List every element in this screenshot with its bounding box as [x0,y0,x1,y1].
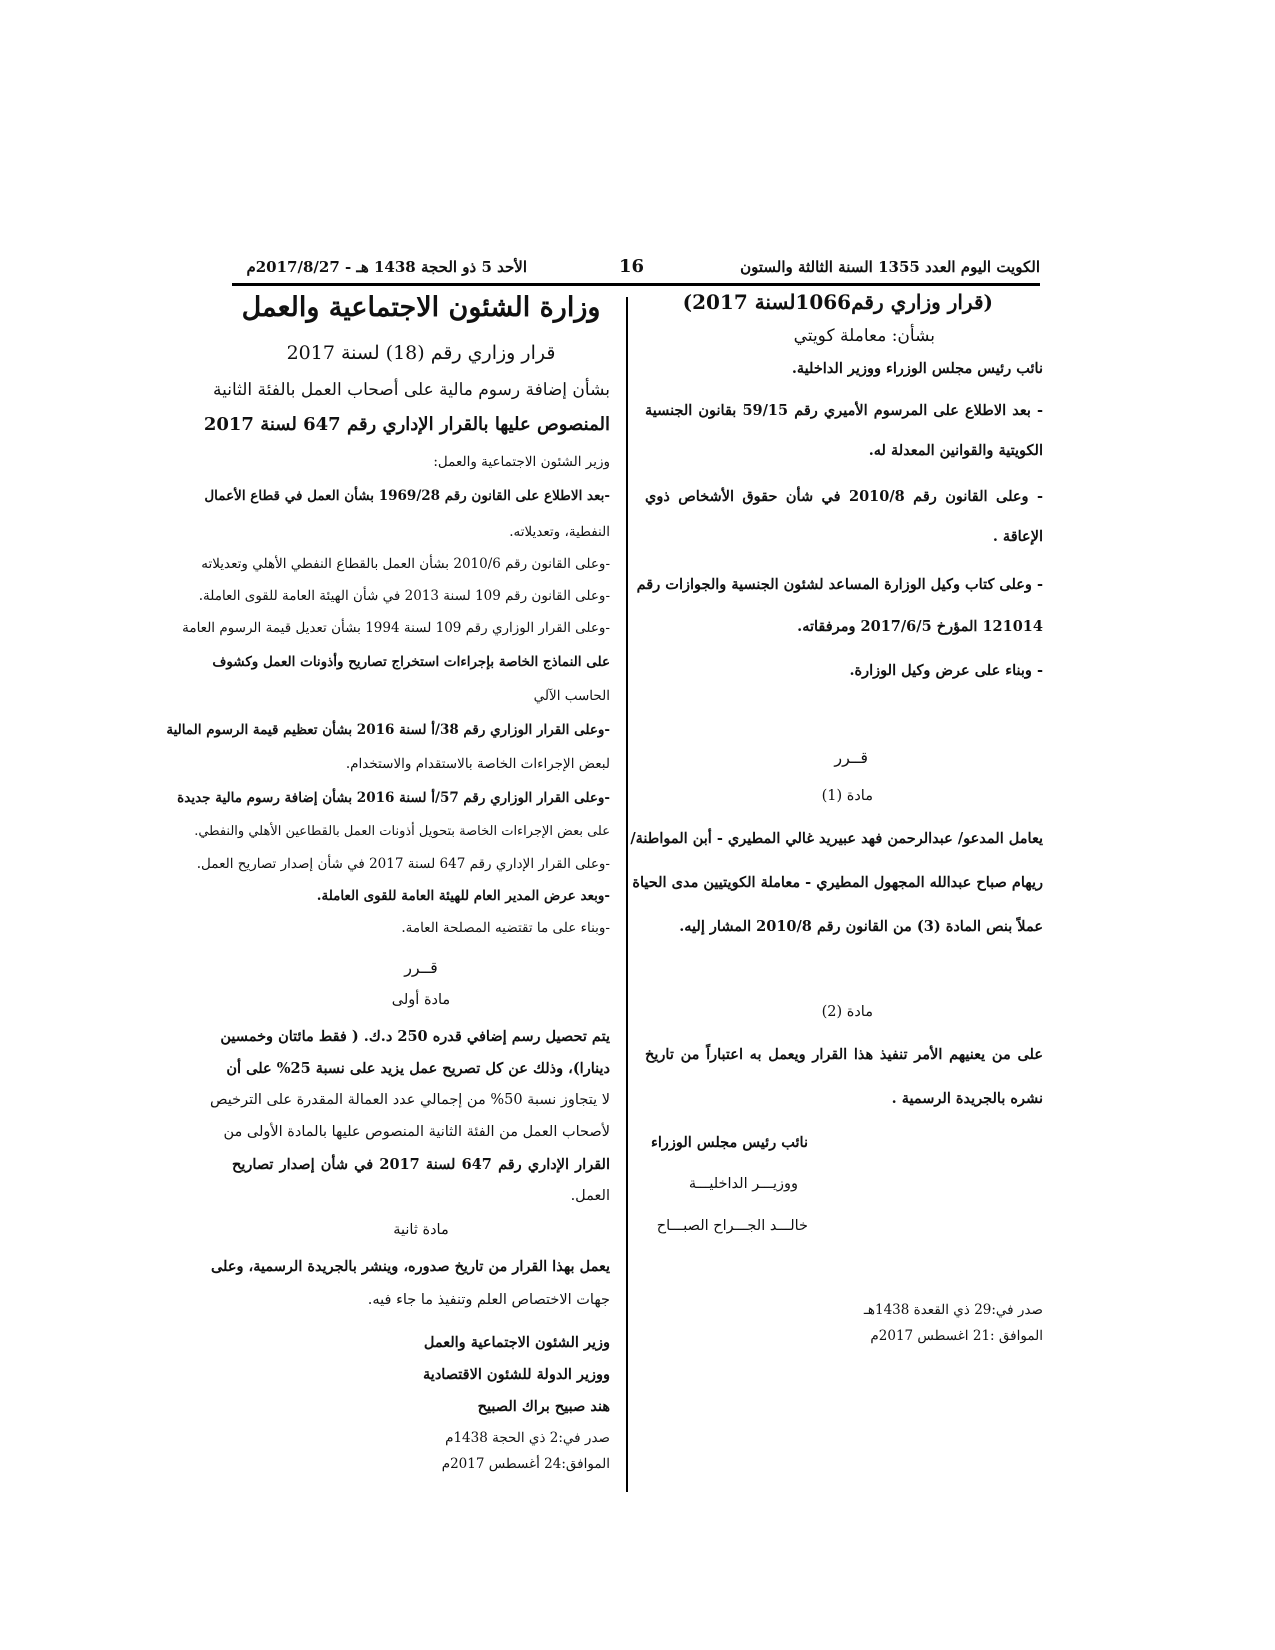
issued-date-equivalent: الموافق :21 اغسطس 2017م [870,1328,1043,1344]
signature-line: نائب رئيس مجلس الوزراء [651,1134,808,1151]
preamble-line: النفطية، وتعديلاته. [509,524,610,540]
article-line: على من يعنيهم الأمر تنفيذ هذا القرار ويعمل به اعتباراً من تاريخ [645,1046,1043,1063]
preamble-line: على النماذج الخاصة بإجراءات استخراج تصاريح وأذونات العمل وكشوف [212,654,610,670]
preamble-line: - وبناء على عرض وكيل الوزارة. [849,662,1043,679]
article-line: جهات الاختصاص العلم وتنفيذ ما جاء فيه. [367,1292,610,1308]
ministry-title: وزارة الشئون الاجتماعية والعمل [241,292,601,323]
preamble-line: على بعض الإجراءات الخاصة بتحويل أذونات العمل بالقطاعين الأهلي والنفطي. [194,824,610,839]
decision-subject: بشأن: معاملة كويتي [793,326,935,346]
article-title: مادة (2) [821,1004,873,1020]
article-line: يتم تحصيل رسم إضافي قدره 250 د.ك. ( فقط مائتان وخمسين [220,1028,610,1045]
preamble-line: - بعد الاطلاع على المرسوم الأميري رقم 59/15 بقانون الجنسية [645,402,1044,419]
article-line: عملاً بنص المادة (3) من القانون رقم 2010/8 المشار إليه. [679,918,1043,935]
decision-subject: المنصوص عليها بالقرار الإداري رقم 647 لسنة 2017 [203,414,610,435]
signature-name: خالـــد الجـــراح الصبـــاح [656,1218,808,1234]
issuer-line: وزير الشئون الاجتماعية والعمل: [433,454,610,470]
preamble-line: -وبناء على ما تقتضيه المصلحة العامة. [401,920,610,936]
decides-heading: قــرر [404,958,438,977]
article-title: مادة أولى [391,992,451,1008]
article-line: لأصحاب العمل من الفئة الثانية المنصوص عليها بالمادة الأولى من [223,1124,610,1140]
preamble-line: -وعلى القرار الوزاري رقم 38/أ لسنة 2016 بشأن تعظيم قيمة الرسوم المالية [166,722,610,738]
preamble-line: الحاسب الآلي [533,688,610,704]
issued-date: صدر في:2 ذي الحجة 1438م [445,1430,610,1446]
article-title: مادة ثانية [393,1222,449,1238]
preamble-line: الإعاقة . [992,528,1043,545]
article-line: يعمل بهذا القرار من تاريخ صدوره، وينشر بالجريدة الرسمية، وعلى [210,1258,610,1275]
article-line: دينارا)، وذلك عن كل تصريح عمل يزيد على نسبة 25% على أن [226,1060,610,1077]
preamble-line: -وعلى القرار الوزاري رقم 109 لسنة 1994 بشأن تعديل قيمة الرسوم العامة [182,620,610,636]
decision-subject: بشأن إضافة رسوم مالية على أصحاب العمل بالفئة الثانية [212,380,610,400]
page-number: 16 [619,256,645,277]
issuer-line: نائب رئيس مجلس الوزراء ووزير الداخلية. [791,360,1043,377]
article-line: لا يتجاوز نسبة 50% من إجمالي عدد العمالة المقدرة على الترخيص [209,1092,610,1108]
article-line: القرار الإداري رقم 647 لسنة 2017 في شأن إصدار تصاريح [232,1156,610,1173]
preamble-line: -وبعد عرض المدير العام للهيئة العامة للقوى العاملة. [316,888,610,904]
article-line: ريهام صباح عبدالله المجهول المطيري - معاملة الكويتيين مدى الحياة [632,874,1043,891]
signature-name: هند صبيح براك الصبيح [477,1398,610,1415]
issued-date: صدر في:29 ذي القعدة 1438هـ [863,1302,1043,1318]
signature-line: ووزير الدولة للشئون الاقتصادية [423,1366,610,1383]
issue-date: الأحد 5 ذو الحجة 1438 هـ - 2017/8/27م [246,258,527,276]
preamble-line: -وعلى القانون رقم 2010/6 بشأن العمل بالقطاع النفطي الأهلي وتعديلاته [201,556,610,572]
article-line: نشره بالجريدة الرسمية . [891,1090,1043,1107]
signature-line: ووزيـــر الداخليـــة [688,1176,798,1192]
article-line: يعامل المدعو/ عبدالرحمن فهد عبيريد غالي المطيري - أبن المواطنة/ [630,830,1043,847]
issued-date-equivalent: الموافق:24 أغسطس 2017م [441,1456,610,1472]
header-rule [232,283,1040,286]
article-line: العمل. [570,1188,610,1204]
preamble-line: -بعد الاطلاع على القانون رقم 1969/28 بشأن العمل في قطاع الأعمال [204,488,610,504]
decision-title: قرار وزاري رقم (18) لسنة 2017 [286,342,556,364]
preamble-line: الكويتية والقوانين المعدلة له. [868,442,1043,459]
signature-line: وزير الشئون الاجتماعية والعمل [423,1334,610,1351]
preamble-line: - وعلى كتاب وكيل الوزارة المساعد لشئون الجنسية والجوازات رقم [636,576,1043,593]
preamble-line: -وعلى القانون رقم 109 لسنة 2013 في شأن الهيئة العامة للقوى العاملة. [198,588,610,604]
column-divider [626,297,628,1492]
article-title: مادة (1) [821,788,873,804]
publication-header: الكويت اليوم العدد 1355 السنة الثالثة والستون [740,258,1040,276]
preamble-line: -وعلى القرار الوزاري رقم 57/أ لسنة 2016 بشأن إضافة رسوم مالية جديدة [177,790,610,806]
preamble-line: - وعلى القانون رقم 2010/8 في شأن حقوق الأشخاص ذوي [645,488,1043,505]
decides-heading: قــرر [834,748,868,767]
preamble-line: 121014 المؤرخ 2017/6/5 ومرفقاته. [797,618,1043,635]
preamble-line: لبعض الإجراءات الخاصة بالاستقدام والاستخدام. [345,756,610,772]
decision-title: (قرار وزاري رقم1066لسنة 2017) [682,290,993,314]
preamble-line: -وعلى القرار الإداري رقم 647 لسنة 2017 في شأن إصدار تصاريح العمل. [196,856,610,872]
